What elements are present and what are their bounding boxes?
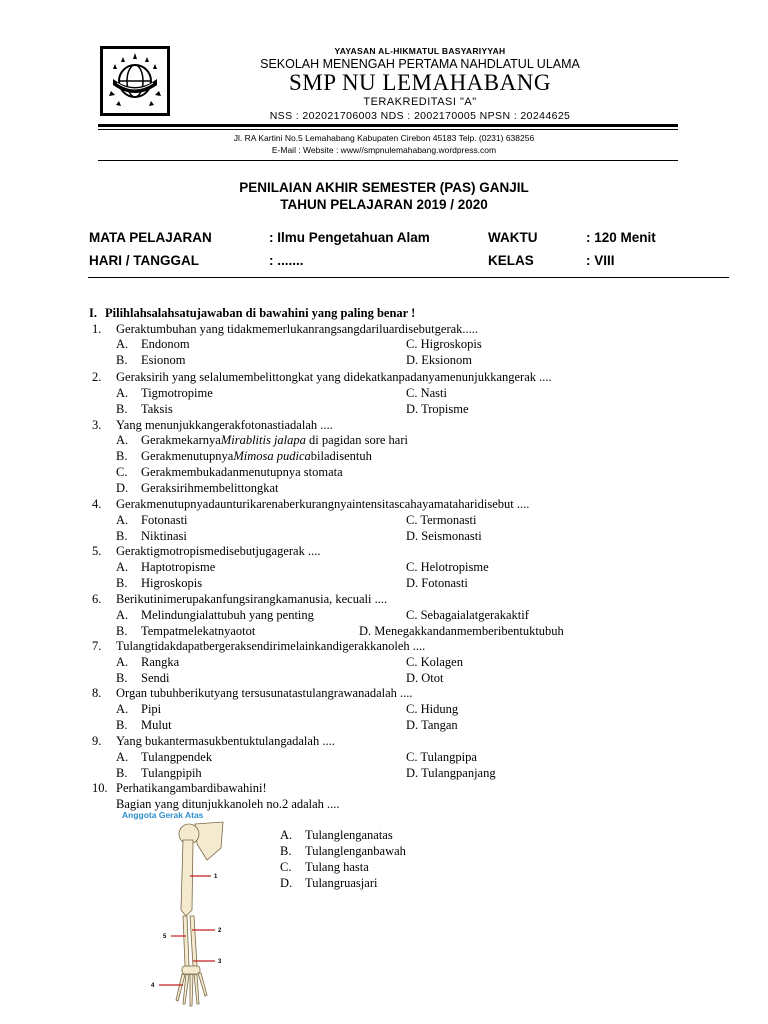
option-a[interactable]: A. Endonom: [116, 337, 190, 351]
option-a[interactable]: A. Haptotropisme: [116, 560, 216, 574]
exam-year: TAHUN PELAJARAN 2019 / 2020: [280, 197, 488, 212]
school-contact: E-Mail : Website : www//smpnulemahabang.wordpress.com: [271, 145, 497, 155]
header-divider-thin: [98, 129, 678, 130]
question-text: Geraktigmotropismedisebutjugagerak ....: [116, 544, 321, 558]
option-b[interactable]: B. Niktinasi: [116, 529, 187, 543]
option-a[interactable]: A. Rangka: [116, 655, 180, 669]
option-c[interactable]: C. Kolagen: [406, 655, 463, 669]
carpal-bones: [182, 966, 200, 974]
question-number: 3.: [92, 418, 102, 432]
question-text: Gerakmenutupnyadaunturikarenaberkurangnyaintensitascahayamataharidisebut ....: [116, 497, 530, 511]
question-text: Geraktumbuhan yang tidakmemerlukanrangsangdariluardisebutgerak.....: [116, 322, 479, 336]
address-divider: [98, 160, 678, 161]
arm-skeleton-figure: [145, 818, 255, 1008]
option-a[interactable]: A. Tigmotropime: [116, 386, 213, 400]
question-number: 5.: [92, 544, 102, 558]
option-b[interactable]: B. Sendi: [116, 671, 170, 685]
option-d[interactable]: D. Tropisme: [406, 402, 469, 416]
radius-bone: [190, 916, 197, 966]
exam-title: PENILAIAN AKHIR SEMESTER (PAS) GANJIL: [239, 180, 529, 195]
option-c[interactable]: C. Sebagaialatgerakaktif: [406, 608, 529, 622]
option-d[interactable]: D. Eksionom: [406, 353, 472, 367]
option-a[interactable]: A. Tulanglenganatas: [280, 828, 393, 842]
option-d[interactable]: D. Tulangruasjari: [280, 876, 378, 890]
figure-caption: Anggota Gerak Atas: [122, 810, 204, 820]
option-b[interactable]: B. Mulut: [116, 718, 172, 732]
option-b[interactable]: B. Esionom: [116, 353, 186, 367]
school-type: SEKOLAH MENENGAH PERTAMA NAHDLATUL ULAMA: [260, 57, 580, 71]
option-c[interactable]: C. Hidung: [406, 702, 459, 716]
question-number: 8.: [92, 686, 102, 700]
option-a[interactable]: A. Tulangpendek: [116, 750, 213, 764]
question-number: 9.: [92, 734, 102, 748]
question-text: Organ tubuhberikutyang tersusunatastulangrawanadalah ....: [116, 686, 413, 700]
ulna-bone: [183, 916, 189, 966]
question-text: Perhatikangambardibawahini!: [116, 781, 267, 795]
question-number: 7.: [92, 639, 102, 653]
accreditation: TERAKREDITASI "A": [363, 96, 477, 108]
school-name: SMP NU LEMAHABANG: [289, 70, 551, 95]
option-d[interactable]: D. Fotonasti: [406, 576, 468, 590]
option-d[interactable]: D. Seismonasti: [406, 529, 482, 543]
figure-label-2: 2: [218, 928, 222, 934]
question-text: Yang bukantermasukbentuktulangadalah ....: [116, 734, 335, 748]
option-b[interactable]: B. Tulangpipih: [116, 766, 202, 780]
option-c[interactable]: C. Higroskopis: [406, 337, 482, 351]
option-d[interactable]: D. Tulangpanjang: [406, 766, 496, 780]
option-c[interactable]: C. Nasti: [406, 386, 447, 400]
question-number: 4.: [92, 497, 102, 511]
option-a[interactable]: A. Melindungialattubuh yang penting: [116, 608, 314, 622]
option-b[interactable]: B. Taksis: [116, 402, 173, 416]
figure-label-4: 4: [151, 983, 155, 989]
option-a[interactable]: A. GerakmekarnyaMirablitis jalapa di pagidan sore hari: [116, 433, 408, 447]
question-text: Berikutinimerupakanfungsirangkamanusia, kecuali ....: [116, 592, 388, 606]
class-label: KELAS: [488, 253, 534, 268]
question-subtext: Bagian yang ditunjukkanoleh no.2 adalah ....: [116, 797, 340, 811]
option-d[interactable]: D. Geraksirihmembelittongkat: [116, 481, 279, 495]
question-number: 6.: [92, 592, 102, 606]
header-divider-thick: [98, 124, 678, 127]
option-c[interactable]: C. Tulang hasta: [280, 860, 369, 874]
date-label: HARI / TANGGAL: [89, 253, 199, 268]
option-c[interactable]: C. Tulangpipa: [406, 750, 477, 764]
option-b[interactable]: B. Tulanglenganbawah: [280, 844, 406, 858]
question-number: 2.: [92, 370, 102, 384]
option-d[interactable]: D. Otot: [406, 671, 444, 685]
option-d[interactable]: D. Menegakkandanmemberibentuktubuh: [359, 624, 564, 638]
subject-value: : Ilmu Pengetahuan Alam: [269, 230, 430, 245]
question-number: 10.: [92, 781, 108, 795]
time-label: WAKTU: [488, 230, 538, 245]
date-value: : .......: [269, 253, 304, 268]
nu-globe-emblem-icon: [103, 49, 167, 113]
option-c[interactable]: C. Helotropisme: [406, 560, 489, 574]
option-a[interactable]: A. Fotonasti: [116, 513, 188, 527]
option-b[interactable]: B. Tempatmelekatnyaotot: [116, 624, 256, 638]
section-instruction: Pilihlahsalahsatujawaban di bawahini yang paling benar !: [105, 306, 416, 320]
school-logo: [100, 46, 170, 116]
option-b[interactable]: B. Higroskopis: [116, 576, 203, 590]
scapula-bone: [195, 822, 223, 860]
info-divider: [88, 277, 729, 278]
question-number: 1.: [92, 322, 102, 336]
option-c[interactable]: C. Termonasti: [406, 513, 477, 527]
section-numeral: I.: [89, 306, 97, 320]
figure-label-1: 1: [214, 874, 218, 880]
subject-label: MATA PELAJARAN: [89, 230, 212, 245]
figure-label-3: 3: [218, 959, 222, 965]
foundation-name: YAYASAN AL-HIKMATUL BASYARIYYAH: [334, 46, 506, 56]
figure-label-5: 5: [163, 934, 167, 940]
time-value: : 120 Menit: [586, 230, 656, 245]
school-address: Jl. RA Kartini No.5 Lemahabang Kabupaten Cirebon 45183 Telp. (0231) 638256: [233, 133, 535, 143]
option-c[interactable]: C. Gerakmembukadanmenutupnya stomata: [116, 465, 343, 479]
option-b[interactable]: B. GerakmenutupnyaMimosa pudicabiladisentuh: [116, 449, 372, 463]
humerus-bone: [181, 840, 193, 916]
option-d[interactable]: D. Tangan: [406, 718, 458, 732]
class-value: : VIII: [586, 253, 615, 268]
school-ids: NSS : 202021706003 NDS : 2002170005 NPSN : 20244625: [269, 110, 571, 122]
option-a[interactable]: A. Pipi: [116, 702, 162, 716]
question-text: Yang menunjukkangerakfotonastiadalah ....: [116, 418, 333, 432]
question-text: Tulangtidakdapatbergeraksendirimelainkandigerakkanoleh ....: [116, 639, 426, 653]
question-text: Geraksirih yang selalumembelittongkat yang didekatkanpadanyamenunjukkangerak ....: [116, 370, 552, 384]
